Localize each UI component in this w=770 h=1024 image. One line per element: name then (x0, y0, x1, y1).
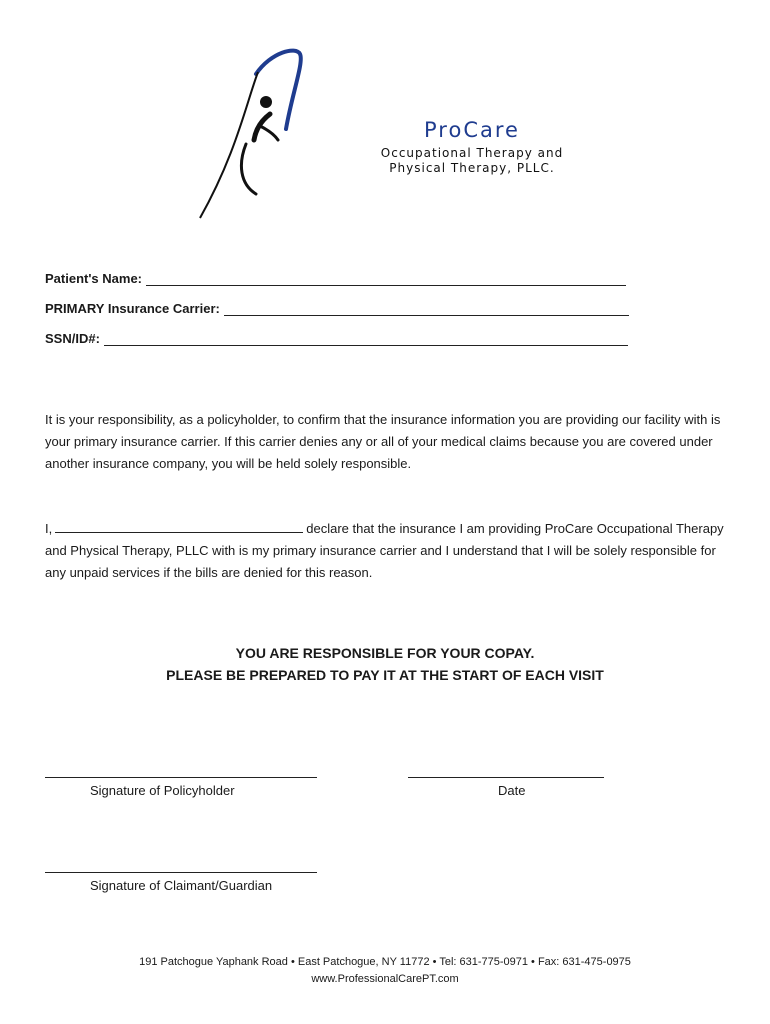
procare-logo-icon (196, 44, 308, 220)
policyholder-signature-label: Signature of Policyholder (90, 783, 235, 798)
brand-block (352, 118, 592, 176)
brand-name: ProCare (424, 118, 520, 142)
footer-address: 191 Patchogue Yaphank Road • East Patchogue, NY 11772 • Tel: 631-775-0971 • Fax: 631-475-0975 (139, 956, 631, 968)
patient-name-input[interactable] (146, 271, 626, 286)
footer-website[interactable]: www.ProfessionalCarePT.com (311, 973, 459, 985)
patient-name-label: Patient's Name: (45, 271, 143, 286)
ssn-input[interactable] (104, 331, 628, 346)
patient-name-field (45, 268, 626, 286)
brand-subtitle-line1: Occupational Therapy and (380, 146, 564, 160)
claimant-signature-label: Signature of Claimant/Guardian (90, 878, 273, 893)
brand-subtitle-line2: Physical Therapy, PLLC. (389, 161, 555, 175)
policyholder-signature-line[interactable] (45, 777, 317, 778)
date-line[interactable] (408, 777, 604, 778)
date-label: Date (498, 783, 526, 798)
copay-notice-line1: YOU ARE RESPONSIBLE FOR YOUR COPAY. (235, 645, 535, 661)
primary-carrier-input[interactable] (224, 301, 629, 316)
ssn-label: SSN/ID#: (45, 331, 100, 346)
footer (0, 954, 770, 988)
declaration-text: declare that the insurance I am providing ProCare Occupational Therapy and Physical Therapy, PLLC with is my primary insurance carrier and I understand that I will be solely responsible for any unpaid services if the bills are denied for this reason. (45, 521, 724, 580)
claimant-signature-line[interactable] (45, 872, 317, 873)
primary-carrier-field (45, 298, 629, 316)
primary-carrier-label: PRIMARY Insurance Carrier: (45, 301, 220, 316)
declaration-paragraph (45, 518, 725, 584)
copay-notice-line2: PLEASE BE PREPARED TO PAY IT AT THE START OF EACH VISIT (166, 667, 604, 683)
declaration-prefix: I, (45, 521, 53, 536)
responsibility-paragraph: It is your responsibility, as a policyholder, to confirm that the insurance information you are providing our facility with is your primary insurance carrier. If this carrier denies any or all of your medical claims because you are covered under another insurance company, you will be held solely responsible. (45, 412, 721, 471)
declarant-name-input[interactable] (55, 518, 303, 533)
ssn-field (45, 328, 628, 346)
